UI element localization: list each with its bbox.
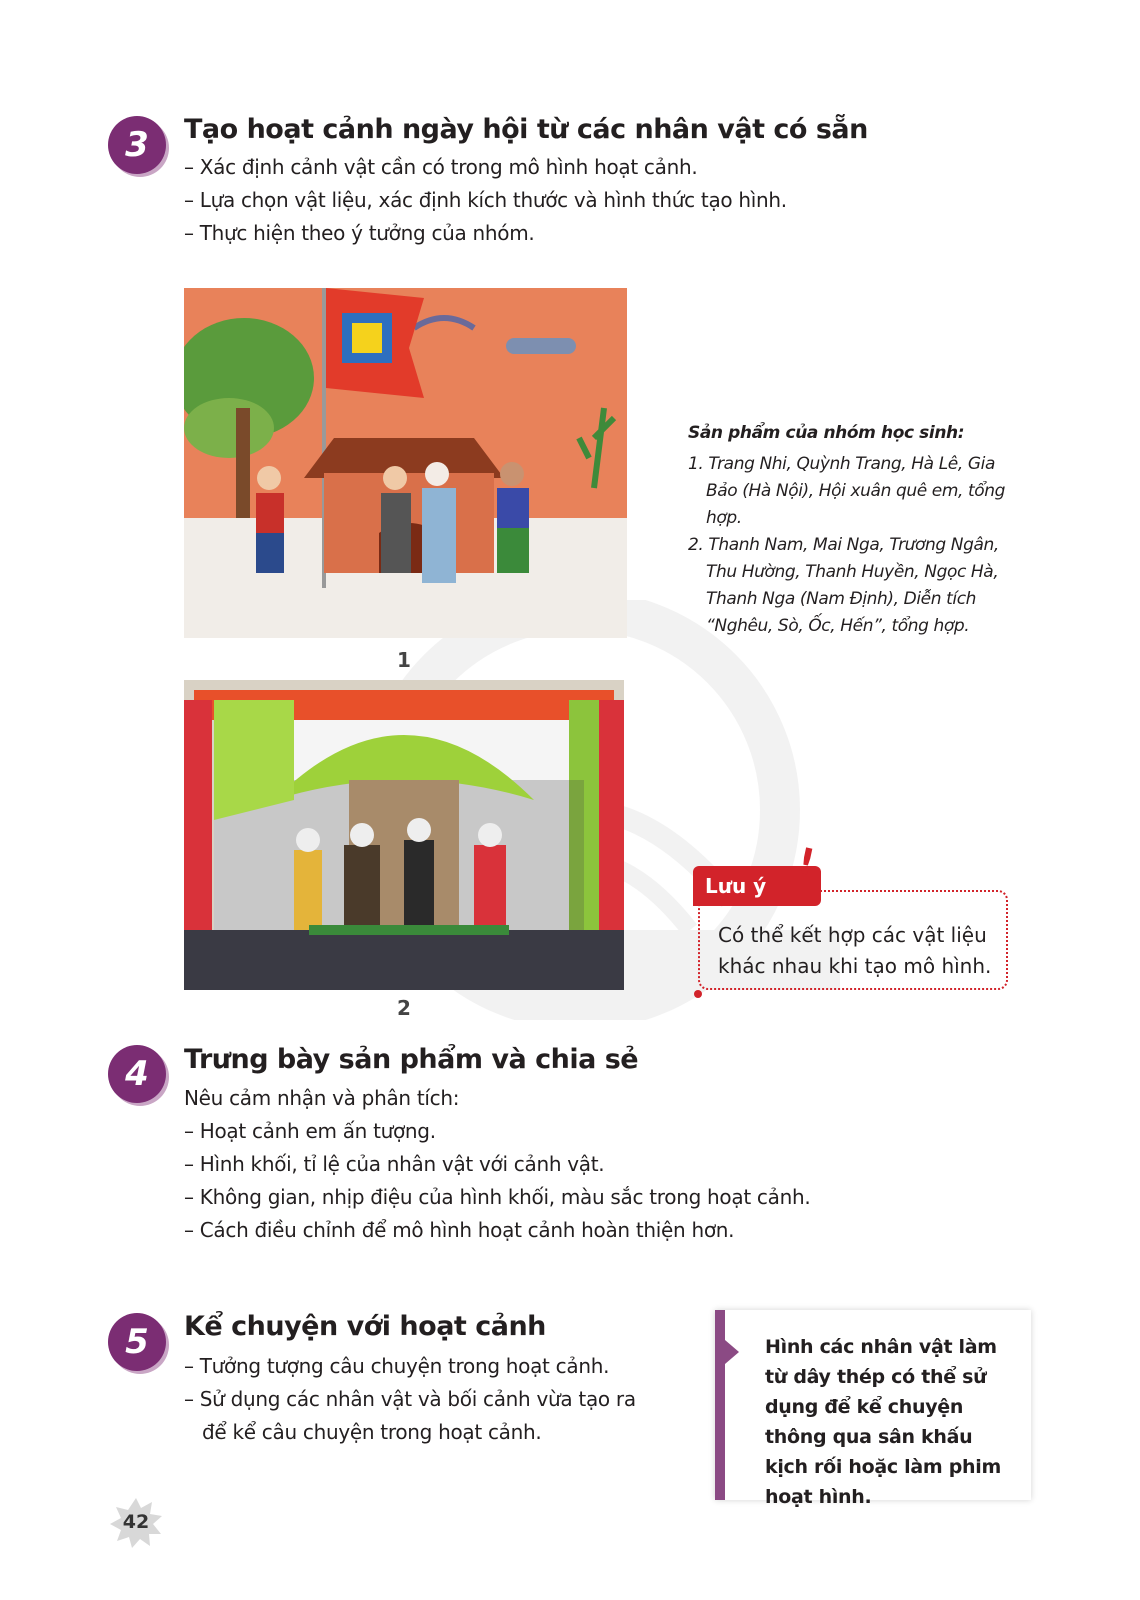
credit-item: 1. Trang Nhi, Quỳnh Trang, Hà Lê, Gia Bảo (Hà Nội), Hội xuân quê em, tổng hợp. [688, 454, 1006, 528]
section-4-step: – Hoạt cảnh em ấn tượng. [184, 1119, 436, 1143]
note-text: Có thể kết hợp các vật liệu khác nhau khi tạo mô hình. [718, 923, 992, 978]
exclamation-icon: ! [793, 840, 819, 885]
credit-list [688, 451, 1018, 640]
section-3-title: Tạo hoạt cảnh ngày hội từ các nhân vật có sẵn [184, 114, 868, 145]
section-4-step: – Hình khối, tỉ lệ của nhân vật với cảnh vật. [184, 1152, 605, 1176]
section-5-steps [184, 1350, 636, 1449]
section-4-step: Nêu cảm nhận và phân tích: [184, 1086, 460, 1110]
section-4-step: – Không gian, nhịp điệu của hình khối, màu sắc trong hoạt cảnh. [184, 1185, 811, 1209]
section-5-step: để kể câu chuyện trong hoạt cảnh. [202, 1420, 542, 1444]
credit-title: Sản phẩm của nhóm học sinh: [688, 423, 965, 443]
section-3-steps [184, 151, 787, 250]
page-number [108, 1494, 164, 1550]
credit-block [688, 420, 1018, 640]
page-number-text: 42 [122, 1511, 150, 1533]
note-label: Lưu ý [693, 866, 821, 906]
section-3-number-badge: 3 [108, 116, 166, 174]
section-3-step: – Lựa chọn vật liệu, xác định kích thước và hình thức tạo hình. [184, 188, 787, 212]
section-5-step: – Tưởng tượng câu chuyện trong hoạt cảnh. [184, 1354, 610, 1378]
section-4-number-badge: 4 [108, 1045, 166, 1103]
credit-item: 2. Thanh Nam, Mai Nga, Trương Ngân, Thu Hường, Thanh Huyền, Ngọc Hà, Thanh Nga (Nam Định), Diễn tích “Nghêu, Sò, Ốc, Hến”, tổng hợp. [688, 535, 999, 636]
figure-1-caption: 1 [397, 648, 411, 672]
photo-puppet-stage [184, 680, 624, 990]
section-5-step: – Sử dụng các nhân vật và bối cảnh vừa tạo ra [184, 1387, 636, 1411]
section-4-title: Trưng bày sản phẩm và chia sẻ [184, 1044, 639, 1075]
section-5-number-badge: 5 [108, 1313, 166, 1371]
section-5-title: Kể chuyện với hoạt cảnh [184, 1311, 546, 1342]
section-3-step: – Xác định cảnh vật cần có trong mô hình hoạt cảnh. [184, 155, 698, 179]
section-3-step: – Thực hiện theo ý tưởng của nhóm. [184, 221, 535, 245]
note-dot [694, 990, 702, 998]
sidebar-arrow-icon [725, 1340, 739, 1364]
section-4-steps [184, 1082, 810, 1247]
figure-2-caption: 2 [397, 996, 411, 1020]
section-4-step: – Cách điều chỉnh để mô hình hoạt cảnh hoàn thiện hơn. [184, 1218, 735, 1242]
sidebar-tip-text: Hình các nhân vật làm từ dây thép có thể sử dụng để kể chuyện thông qua sân khấu kịch rối hoặc làm phim hoạt hình. [765, 1336, 1001, 1508]
photo-festival-scene [184, 288, 627, 638]
sidebar-tip-box [715, 1310, 1031, 1508]
